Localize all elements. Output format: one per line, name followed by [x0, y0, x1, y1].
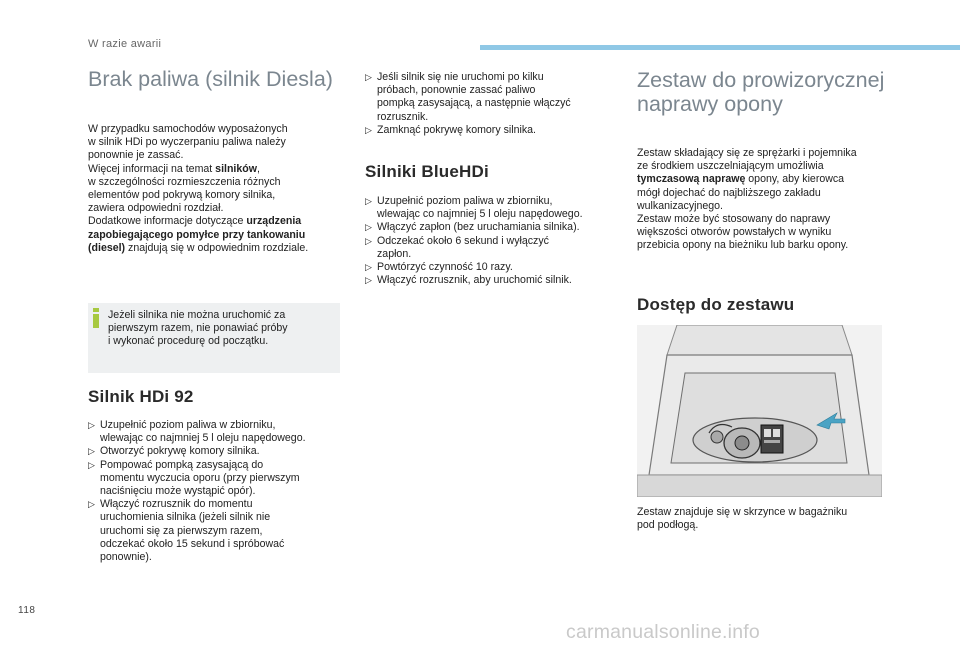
text-run: ze środkiem uszczelniającym umożliwia	[637, 160, 824, 173]
step-line: Otworzyć pokrywę komory silnika.	[100, 445, 260, 458]
step-line: rozrusznik.	[377, 110, 429, 123]
text-run: Zestaw składający się ze sprężarki i pojemnika	[637, 147, 857, 159]
subtitle-silnik-hdi-92: Silnik HDi 92	[88, 387, 194, 406]
step-item	[365, 221, 625, 234]
step-line: Pompować pompką zasysającą do	[100, 458, 264, 471]
subtitle-dostep-do-zestawu: Dostęp do zestawu	[637, 295, 795, 314]
text-run: ,	[256, 162, 260, 175]
text-run: W przypadku samochodów wyposażonych	[88, 123, 288, 135]
text-line	[88, 176, 348, 189]
text-line	[88, 189, 348, 202]
title-brak-paliwa: Brak paliwa (silnik Diesla)	[88, 67, 333, 91]
text-line: Jeżeli silnika nie można uruchomić za	[108, 309, 286, 321]
header-accent-bar	[480, 45, 960, 50]
title-line: naprawy opony	[637, 92, 783, 116]
step-line: Uzupełnić poziom paliwa w zbiorniku,	[377, 195, 553, 207]
text-run: Dodatkowe informacje dotyczące	[88, 215, 247, 228]
arrow-bullet-icon: ▷	[88, 459, 95, 470]
text-line	[88, 215, 348, 228]
step-line: Włączyć rozrusznik do momentu	[100, 498, 253, 511]
title-zestaw-naprawy	[637, 68, 927, 116]
text-run: opony, aby kierowca	[745, 173, 845, 186]
step-line: Odczekać około 6 sekund i wyłączyć	[377, 234, 549, 247]
text-line	[88, 202, 348, 215]
step-line: Powtórzyć czynność 10 razy.	[377, 261, 513, 274]
text-line	[637, 213, 897, 226]
step-item	[365, 124, 625, 137]
bold-text: zapobiegającego pomyłce przy tankowaniu	[88, 228, 306, 241]
text-line	[637, 239, 897, 252]
step-item	[88, 445, 348, 458]
col3-intro-text	[637, 147, 897, 253]
step-item	[88, 419, 348, 445]
trunk-kit-illustration	[637, 325, 882, 497]
arrow-bullet-icon: ▷	[365, 275, 372, 286]
text-line	[88, 136, 348, 149]
title-line: Zestaw do prowizorycznej	[637, 68, 885, 92]
step-line: Zamknąć pokrywę komory silnika.	[377, 123, 536, 136]
text-run: większości otworów powstałych w wyniku	[637, 226, 832, 239]
arrow-bullet-icon: ▷	[88, 499, 95, 510]
text-run: zawiera odpowiedni rozdział.	[88, 202, 224, 215]
step-item	[365, 261, 625, 274]
text-run: elementów pod pokrywą komory silnika,	[88, 189, 276, 202]
text-run: w silnik HDi po wyczerpaniu paliwa należy	[88, 136, 286, 149]
text-line	[637, 187, 897, 200]
text-run: przebicia opony na bieżniku lub barku opony.	[637, 239, 849, 252]
step-item	[365, 235, 625, 261]
step-line: odczekać około 15 sekund i spróbować	[100, 537, 285, 550]
subtitle-silniki-bluehdi: Silniki BlueHDi	[365, 162, 489, 181]
step-line: uruchomi się za pierwszym razem,	[100, 524, 263, 537]
step-line: naciśnięciu może wystąpić opór).	[100, 485, 256, 498]
text-run: Zestaw może być stosowany do naprawy	[637, 213, 831, 226]
arrow-bullet-icon: ▷	[365, 72, 372, 82]
step-line: pompką zasysającą, a następnie włączyć	[377, 97, 571, 110]
text-line: pod podłogą.	[637, 519, 699, 532]
text-run: ponownie je zassać.	[88, 149, 184, 162]
text-line	[637, 226, 897, 239]
arrow-bullet-icon: ▷	[88, 446, 95, 457]
text-line	[637, 160, 897, 173]
step-line: próbach, ponownie zassać paliwo	[377, 84, 536, 97]
arrow-bullet-icon: ▷	[365, 196, 372, 206]
text-line: Zestaw znajduje się w skrzynce w bagażniku	[637, 506, 848, 518]
text-line	[88, 242, 348, 255]
bold-text: urządzenia	[246, 215, 302, 228]
step-line: Uzupełnić poziom paliwa w zbiorniku,	[100, 419, 276, 431]
step-line: momentu wyczucia oporu (przy pierwszym	[100, 471, 300, 484]
arrow-bullet-icon: ▷	[365, 124, 372, 135]
section-label: W razie awarii	[88, 38, 162, 50]
text-line	[637, 200, 897, 213]
col1-steps-list	[88, 419, 348, 564]
bold-text: silników	[215, 162, 257, 175]
text-line: i wykonać procedurę od początku.	[108, 335, 269, 348]
step-line: ponownie).	[100, 551, 152, 564]
text-run: Więcej informacji na temat	[88, 162, 216, 175]
text-line: pierwszym razem, nie ponawiać próby	[108, 322, 288, 335]
step-line: Jeśli silnik się nie uruchomi po kilku	[377, 71, 544, 83]
text-run: wulkanizacyjnego.	[637, 199, 723, 212]
arrow-bullet-icon: ▷	[365, 262, 372, 273]
step-line: Włączyć zapłon (bez uruchamiania silnika).	[377, 221, 580, 234]
step-line: wlewając co najmniej 5 l oleju napędowego.	[100, 432, 306, 445]
arrow-bullet-icon: ▷	[88, 420, 95, 430]
step-line: wlewając co najmniej 5 l oleju napędowego.	[377, 208, 583, 221]
step-item	[365, 195, 625, 221]
text-run: znajdują się w odpowiednim rozdziale.	[125, 241, 309, 254]
step-line: Włączyć rozrusznik, aby uruchomić silnik.	[377, 274, 572, 287]
page-number: 118	[18, 605, 36, 616]
step-line: uruchomienia silnika (jeżeli silnik nie	[100, 511, 271, 524]
bold-text: (diesel)	[88, 241, 126, 254]
text-line	[88, 149, 348, 162]
text-line	[88, 123, 348, 136]
step-item	[365, 71, 625, 124]
bold-text: tymczasową naprawę	[637, 173, 746, 186]
watermark: carmanualsonline.info	[566, 621, 760, 643]
step-item	[365, 274, 625, 287]
col1-intro-text	[88, 123, 348, 255]
text-line	[88, 229, 348, 242]
col2-steps-list	[365, 195, 625, 287]
text-run: w szczególności rozmieszczenia różnych	[88, 175, 281, 188]
text-run: mógł dojechać do najbliższego zakładu	[637, 186, 821, 199]
arrow-bullet-icon: ▷	[365, 235, 372, 246]
trunk-kit-drawing	[637, 325, 882, 497]
col2-steps-top-list	[365, 71, 625, 137]
step-item	[88, 459, 348, 499]
step-line: zapłon.	[377, 247, 412, 260]
info-icon	[93, 308, 99, 328]
info-box-text	[108, 309, 336, 349]
text-line	[637, 173, 897, 186]
arrow-bullet-icon: ▷	[365, 222, 372, 233]
text-line	[88, 163, 348, 176]
text-line	[637, 147, 897, 160]
step-item	[88, 498, 348, 564]
photo-caption	[637, 506, 897, 532]
